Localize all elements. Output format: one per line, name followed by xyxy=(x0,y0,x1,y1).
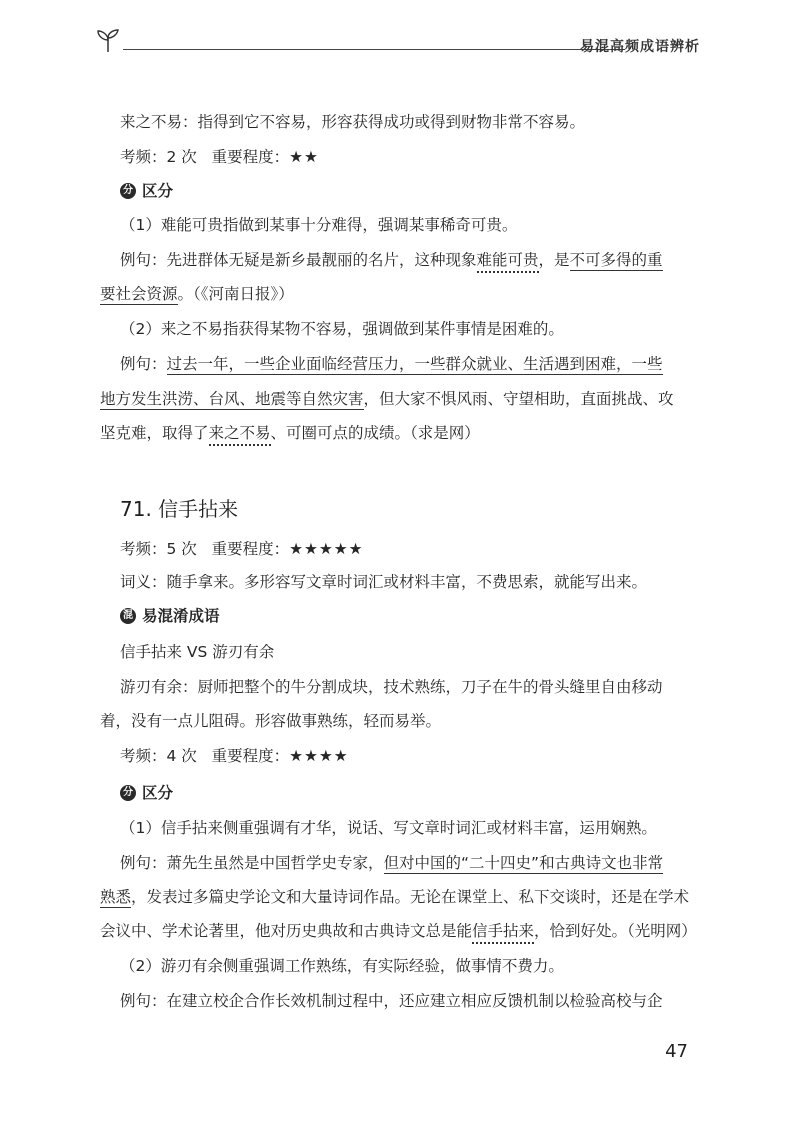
example-sentence xyxy=(120,352,700,376)
underlined-text: 过去一年，一些企业面临经营压力，一些群众就业、生活遇到困难，一些 xyxy=(166,355,663,373)
distinction-point-1: （1）信手拈来侧重强调有才华，说话、写文章时词汇或材料丰富，运用娴熟。 xyxy=(120,819,657,837)
frequency-row xyxy=(120,145,700,169)
alt-definition: 游刃有余：厨师把整个的牛分割成块，技术熟练，刀子在牛的骨头缝里自由移动 xyxy=(120,678,663,696)
importance-label: 重要程度： xyxy=(211,747,290,765)
section-header-confusable xyxy=(120,604,700,628)
example-source: 、可圈可点的成绩。（求是网） xyxy=(270,424,480,442)
example-sentence xyxy=(120,851,700,875)
example-text: ，但大家不惧风雨、守望相助，直面挑战、攻 xyxy=(363,390,674,408)
frequency-text: 考频：5 次 xyxy=(120,540,197,558)
importance-label: 重要程度： xyxy=(211,540,290,558)
importance-stars: ★★★★★ xyxy=(289,540,364,558)
example-text: ，发表过多篇史学论文和大量诗词作品。无论在课堂上、私下交谈时，还是在学术 xyxy=(131,888,690,906)
keyword-emphasis: 来之不易 xyxy=(209,424,271,446)
example-source: 。（《河南日报》） xyxy=(177,285,294,303)
example-sentence-cont xyxy=(100,919,697,943)
idiom-pair: 信手拈来 VS 游刃有余 xyxy=(120,643,275,661)
example-text: 坚克难，取得了 xyxy=(100,424,209,442)
example-sentence-cont xyxy=(100,282,680,306)
section-title: 区分 xyxy=(142,784,174,802)
example-text: 例句： xyxy=(120,355,167,373)
distinction-point-1: （1）难能可贵指做到某事十分难得，强调某事稀奇可贵。 xyxy=(120,216,518,234)
alt-definition-cont: 着，没有一点儿阻碍。形容做事熟练，轻而易举。 xyxy=(100,712,442,730)
section-header-distinction xyxy=(120,781,700,805)
underlined-text: 熟悉 xyxy=(100,888,132,906)
meaning-text: 词义：随手拿来。多形容写文章时词汇或材料丰富，不费思索，就能写出来。 xyxy=(120,573,648,591)
entry-heading: 71. 信手拈来 xyxy=(120,497,239,521)
underlined-text: 不可多得的重 xyxy=(569,251,663,269)
example-source: ，恰到好处。（光明网） xyxy=(534,922,697,940)
example-sentence-cont xyxy=(100,387,680,411)
example-sentence-cont xyxy=(100,421,680,445)
underlined-text: 但对中国的“二十四史”和古典诗文也非常 xyxy=(383,854,664,872)
example-text: 例句：先进群体无疑是新乡最靓丽的名片，这种现象 xyxy=(120,251,477,269)
section-title: 区分 xyxy=(142,182,174,200)
example-text: ，是 xyxy=(538,251,570,269)
frequency-text: 考频：2 次 xyxy=(120,148,197,166)
confusable-badge-icon: 混 xyxy=(120,608,136,624)
importance-stars: ★★ xyxy=(289,148,319,166)
example-text: 例句：萧先生虽然是中国哲学史专家， xyxy=(120,854,384,872)
distinction-badge-icon: 分 xyxy=(120,183,136,199)
distinction-point-2: （2）游刃有余侧重强调工作熟练，有实际经验，做事情不费力。 xyxy=(120,957,564,975)
example-sentence: 例句：在建立校企合作长效机制过程中，还应建立相应反馈机制以检验高校与企 xyxy=(120,992,663,1010)
importance-label: 重要程度： xyxy=(211,148,290,166)
keyword-emphasis: 信手拈来 xyxy=(472,922,534,944)
frequency-row xyxy=(120,537,700,561)
example-sentence-cont xyxy=(100,885,690,909)
frequency-text: 考频：4 次 xyxy=(120,747,197,765)
keyword-emphasis: 难能可贵 xyxy=(477,251,539,273)
underlined-text: 地方发生洪涝、台风、地震等自然灾害 xyxy=(100,390,364,408)
distinction-badge-icon: 分 xyxy=(120,785,136,801)
page-number: 47 xyxy=(665,1041,688,1062)
example-sentence xyxy=(120,248,700,272)
section-header-distinction xyxy=(120,179,700,203)
distinction-point-2: （2）来之不易指获得某物不容易，强调做到某件事情是困难的。 xyxy=(120,320,564,338)
sprout-icon xyxy=(95,26,123,54)
definition-text: 来之不易：指得到它不容易，形容获得成功或得到财物非常不容易。 xyxy=(120,113,586,131)
frequency-row xyxy=(120,744,700,768)
example-text: 会议中、学术论著里，他对历史典故和古典诗文总是能 xyxy=(100,922,473,940)
header-title: 易混高频成语辨析 xyxy=(580,39,700,55)
section-title: 易混淆成语 xyxy=(142,607,220,625)
page-header xyxy=(95,22,700,72)
underlined-text: 要社会资源 xyxy=(100,285,178,303)
importance-stars: ★★★★ xyxy=(289,747,349,765)
header-rule xyxy=(123,49,625,50)
